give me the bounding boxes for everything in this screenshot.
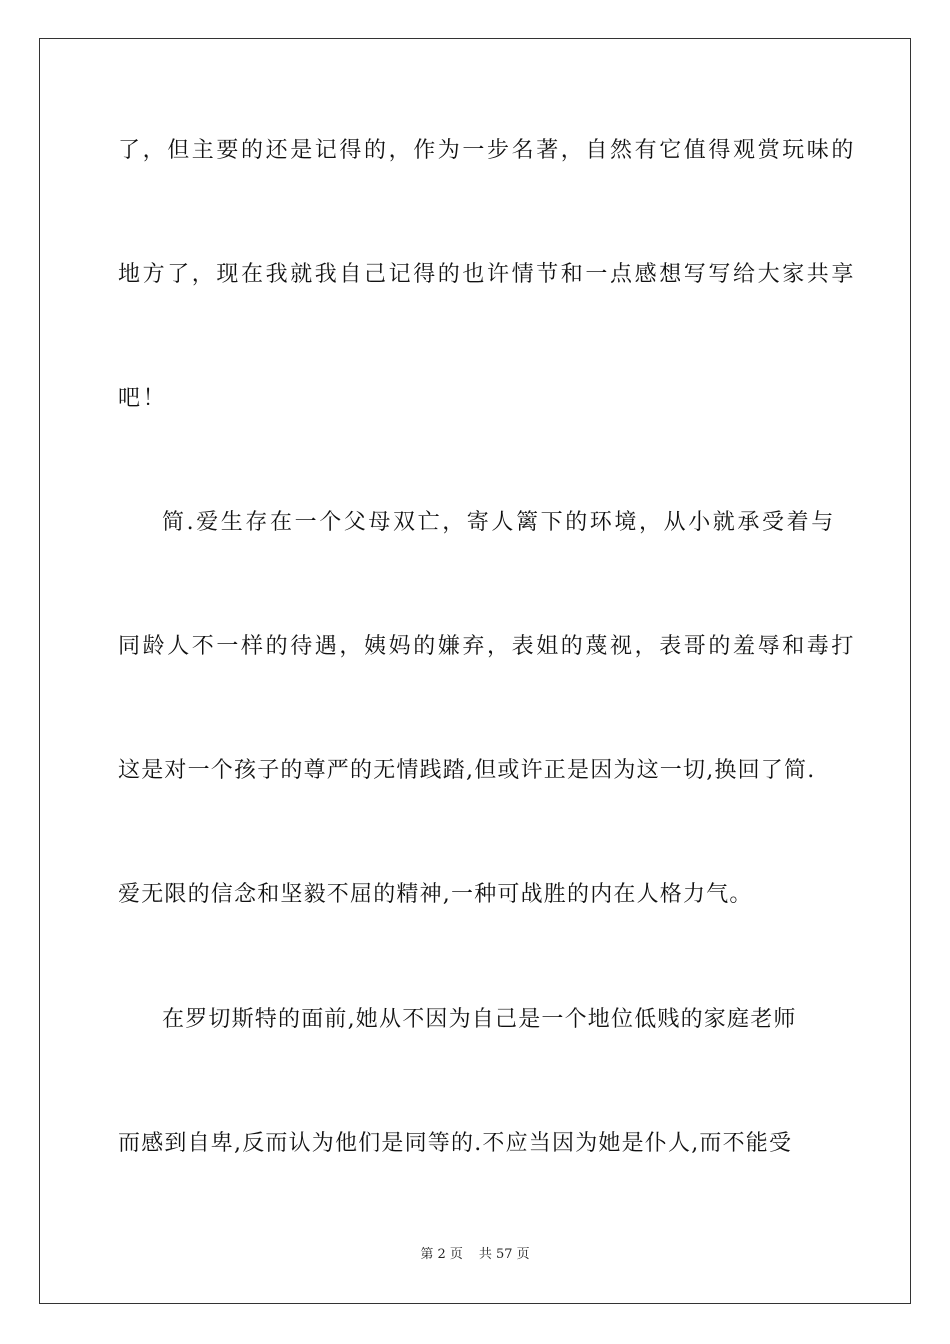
text-line-6: 这是对一个孩子的尊严的无情践踏,但或许正是因为这一切,换回了简. xyxy=(118,758,816,783)
page-total: 共 57 页 xyxy=(478,1247,530,1262)
text-line-8: 在罗切斯特的面前,她从不因为自己是一个地位低贱的家庭老师 xyxy=(162,1007,797,1032)
text-line-2: 地方了，现在我就我自己记得的也许情节和一点感想写写给大家共享 xyxy=(118,262,857,287)
page-frame xyxy=(39,38,911,1304)
text-line-5: 同龄人不一样的待遇，姨妈的嫌弃，表姐的蔑视，表哥的羞辱和毒打 xyxy=(118,634,857,659)
text-line-9: 而感到自卑,反而认为他们是同等的.不应当因为她是仆人,而不能受 xyxy=(118,1131,793,1156)
text-line-4: 简.爱生存在一个父母双亡，寄人篱下的环境，从小就承受着与 xyxy=(162,510,836,535)
text-line-3: 吧！ xyxy=(118,386,168,411)
text-line-1: 了，但主要的还是记得的，作为一步名著，自然有它值得观赏玩味的 xyxy=(118,138,857,163)
text-line-7: 爱无限的信念和坚毅不屈的精神,一种可战胜的内在人格力气。 xyxy=(118,882,753,907)
page-number: 第 2 页 xyxy=(420,1247,463,1262)
page-footer xyxy=(0,1246,950,1264)
